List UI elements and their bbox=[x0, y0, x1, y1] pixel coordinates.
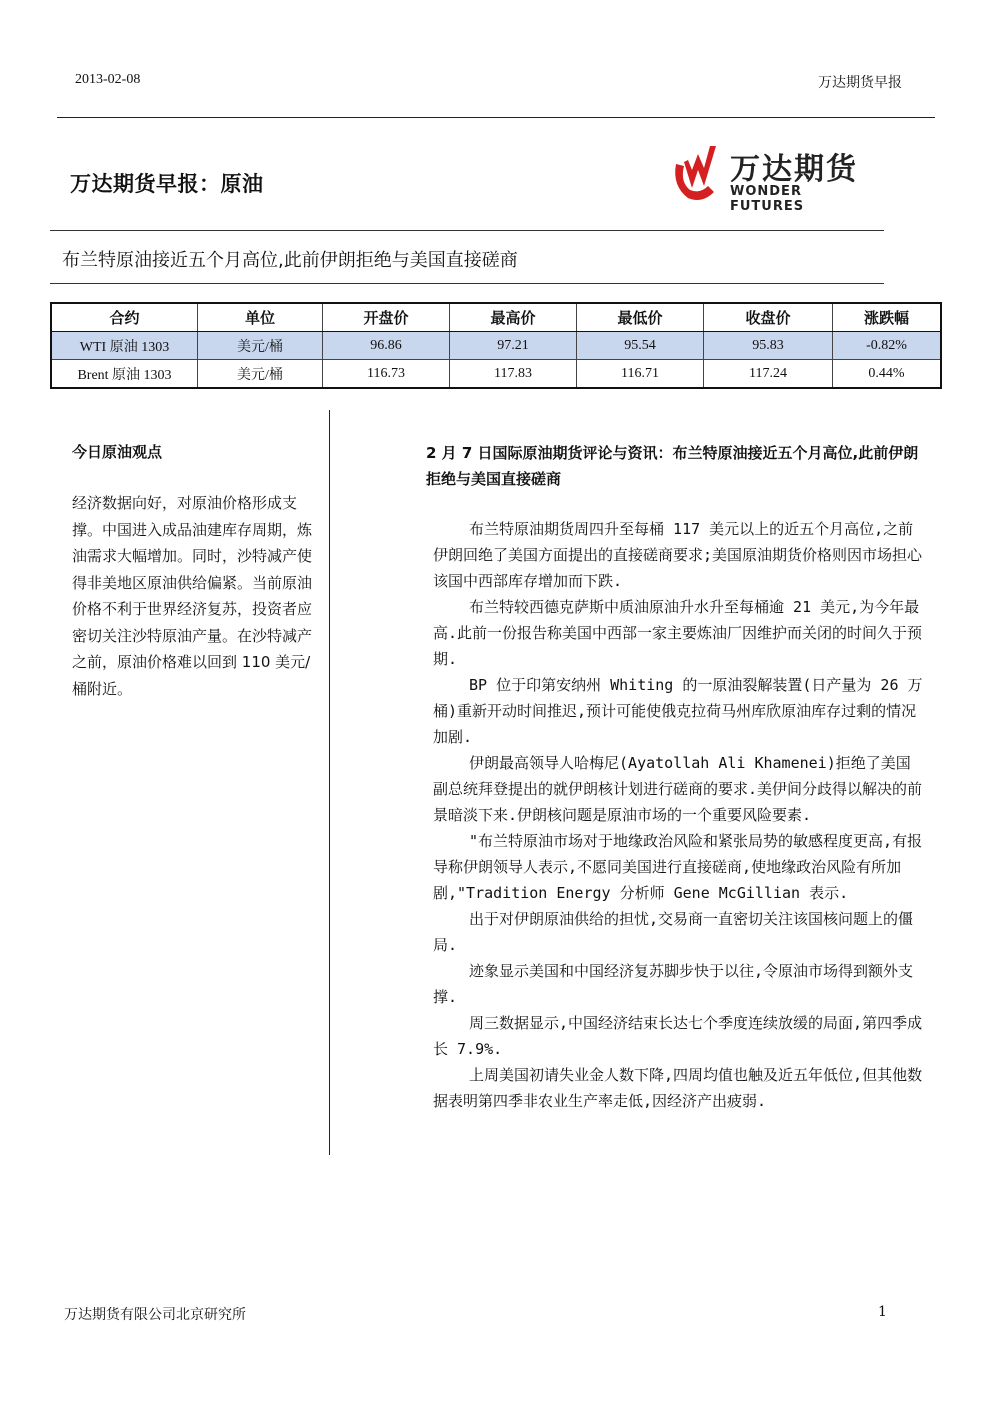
table-cell: 95.83 bbox=[704, 332, 833, 360]
column-header: 涨跌幅 bbox=[833, 303, 942, 332]
column-header: 单位 bbox=[198, 303, 323, 332]
table-header-row bbox=[51, 303, 941, 332]
table-cell: 117.83 bbox=[450, 360, 577, 389]
column-header: 最低价 bbox=[577, 303, 704, 332]
column-header: 合约 bbox=[51, 303, 198, 332]
subtitle-top-rule bbox=[50, 230, 884, 231]
column-header: 收盘价 bbox=[704, 303, 833, 332]
news-heading: 2 月 7 日国际原油期货评论与资讯：布兰特原油接近五个月高位,此前伊朗拒绝与美国直接磋商 bbox=[426, 444, 919, 488]
price-table bbox=[50, 302, 942, 389]
table-cell: -0.82% bbox=[833, 332, 942, 360]
news-paragraph: "布兰特原油市场对于地缘政治风险和紧张局势的敏感程度更高,有报导称伊朗领导人表示,不愿同美国进行直接磋商,使地缘政治风险有所加剧,"Tradition Energy 分析师 Gene McGillian 表示. bbox=[433, 832, 923, 902]
table-cell: 95.54 bbox=[577, 332, 704, 360]
company-logo bbox=[668, 142, 878, 214]
news-paragraph: 布兰特较西德克萨斯中质油原油升水升至每桶逾 21 美元,为今年最高.此前一份报告称美国中西部一家主要炼油厂因维护而关闭的时间久于预期. bbox=[433, 598, 923, 668]
table-row bbox=[51, 332, 941, 360]
news-paragraph: 布兰特原油期货周四升至每桶 117 美元以上的近五个月高位,之前伊朗回绝了美国方面提出的直接磋商要求;美国原油期货价格则因市场担心该国中西部库存增加而下跌. bbox=[433, 520, 923, 590]
news-paragraph: 出于对伊朗原油供给的担忧,交易商一直密切关注该国核问题上的僵局. bbox=[433, 910, 914, 954]
table-cell: WTI 原油 1303 bbox=[51, 332, 198, 360]
footer-company: 万达期货有限公司北京研究所 bbox=[64, 1307, 246, 1323]
news-paragraph: BP 位于印第安纳州 Whiting 的一原油裂解装置(日产量为 26 万桶)重新开动时间推迟,预计可能使俄克拉荷马州库欣原油库存过剩的情况加剧. bbox=[433, 676, 923, 746]
view-body: 经济数据向好，对原油价格形成支撑。中国进入成品油建库存周期，炼油需求大幅增加。同时，沙特减产使得非美地区原油供给偏紧。当前原油价格不利于世界经济复苏，投资者应密切关注沙特原油产量。在沙特减产之前，原油价格难以回到 110 美元/桶附近。 bbox=[72, 494, 313, 698]
table-cell: 0.44% bbox=[833, 360, 942, 389]
wonder-logo-icon bbox=[668, 142, 724, 206]
news-paragraph: 上周美国初请失业金人数下降,四周均值也触及近五年低位,但其他数据表明第四季非农业生产率走低,因经济产出疲弱. bbox=[433, 1066, 923, 1110]
table-cell: 美元/桶 bbox=[198, 332, 323, 360]
table-cell: 116.73 bbox=[323, 360, 450, 389]
logo-text-en: WONDER FUTURES bbox=[730, 184, 805, 214]
document-title: 万达期货早报：原油 bbox=[70, 172, 264, 196]
publication-name: 万达期货早报 bbox=[818, 75, 902, 91]
subtitle-bottom-rule bbox=[50, 283, 884, 284]
table-cell: Brent 原油 1303 bbox=[51, 360, 198, 389]
news-paragraph: 迹象显示美国和中国经济复苏脚步快于以往,令原油市场得到额外支撑. bbox=[433, 962, 914, 1006]
table-cell: 96.86 bbox=[323, 332, 450, 360]
header-divider bbox=[57, 117, 935, 118]
column-header: 最高价 bbox=[450, 303, 577, 332]
logo-text-cn: 万达期货 bbox=[730, 152, 858, 187]
report-date: 2013-02-08 bbox=[75, 72, 141, 87]
page-number: 1 bbox=[878, 1304, 887, 1320]
column-header: 开盘价 bbox=[323, 303, 450, 332]
table-cell: 117.24 bbox=[704, 360, 833, 389]
news-body bbox=[433, 516, 923, 1114]
table-cell: 97.21 bbox=[450, 332, 577, 360]
table-row bbox=[51, 360, 941, 389]
column-divider bbox=[329, 410, 330, 1155]
news-paragraph: 周三数据显示,中国经济结束长达七个季度连续放缓的局面,第四季成长 7.9%. bbox=[433, 1014, 923, 1058]
headline: 布兰特原油接近五个月高位,此前伊朗拒绝与美国直接磋商 bbox=[62, 250, 518, 271]
table-cell: 美元/桶 bbox=[198, 360, 323, 389]
table-cell: 116.71 bbox=[577, 360, 704, 389]
news-paragraph: 伊朗最高领导人哈梅尼(Ayatollah Ali Khamenei)拒绝了美国副总统拜登提出的就伊朗核计划进行磋商的要求.美伊间分歧得以解决的前景暗淡下来.伊朗核问题是原油市场的一个重要风险要素. bbox=[433, 754, 923, 824]
view-heading: 今日原油观点 bbox=[72, 443, 163, 461]
